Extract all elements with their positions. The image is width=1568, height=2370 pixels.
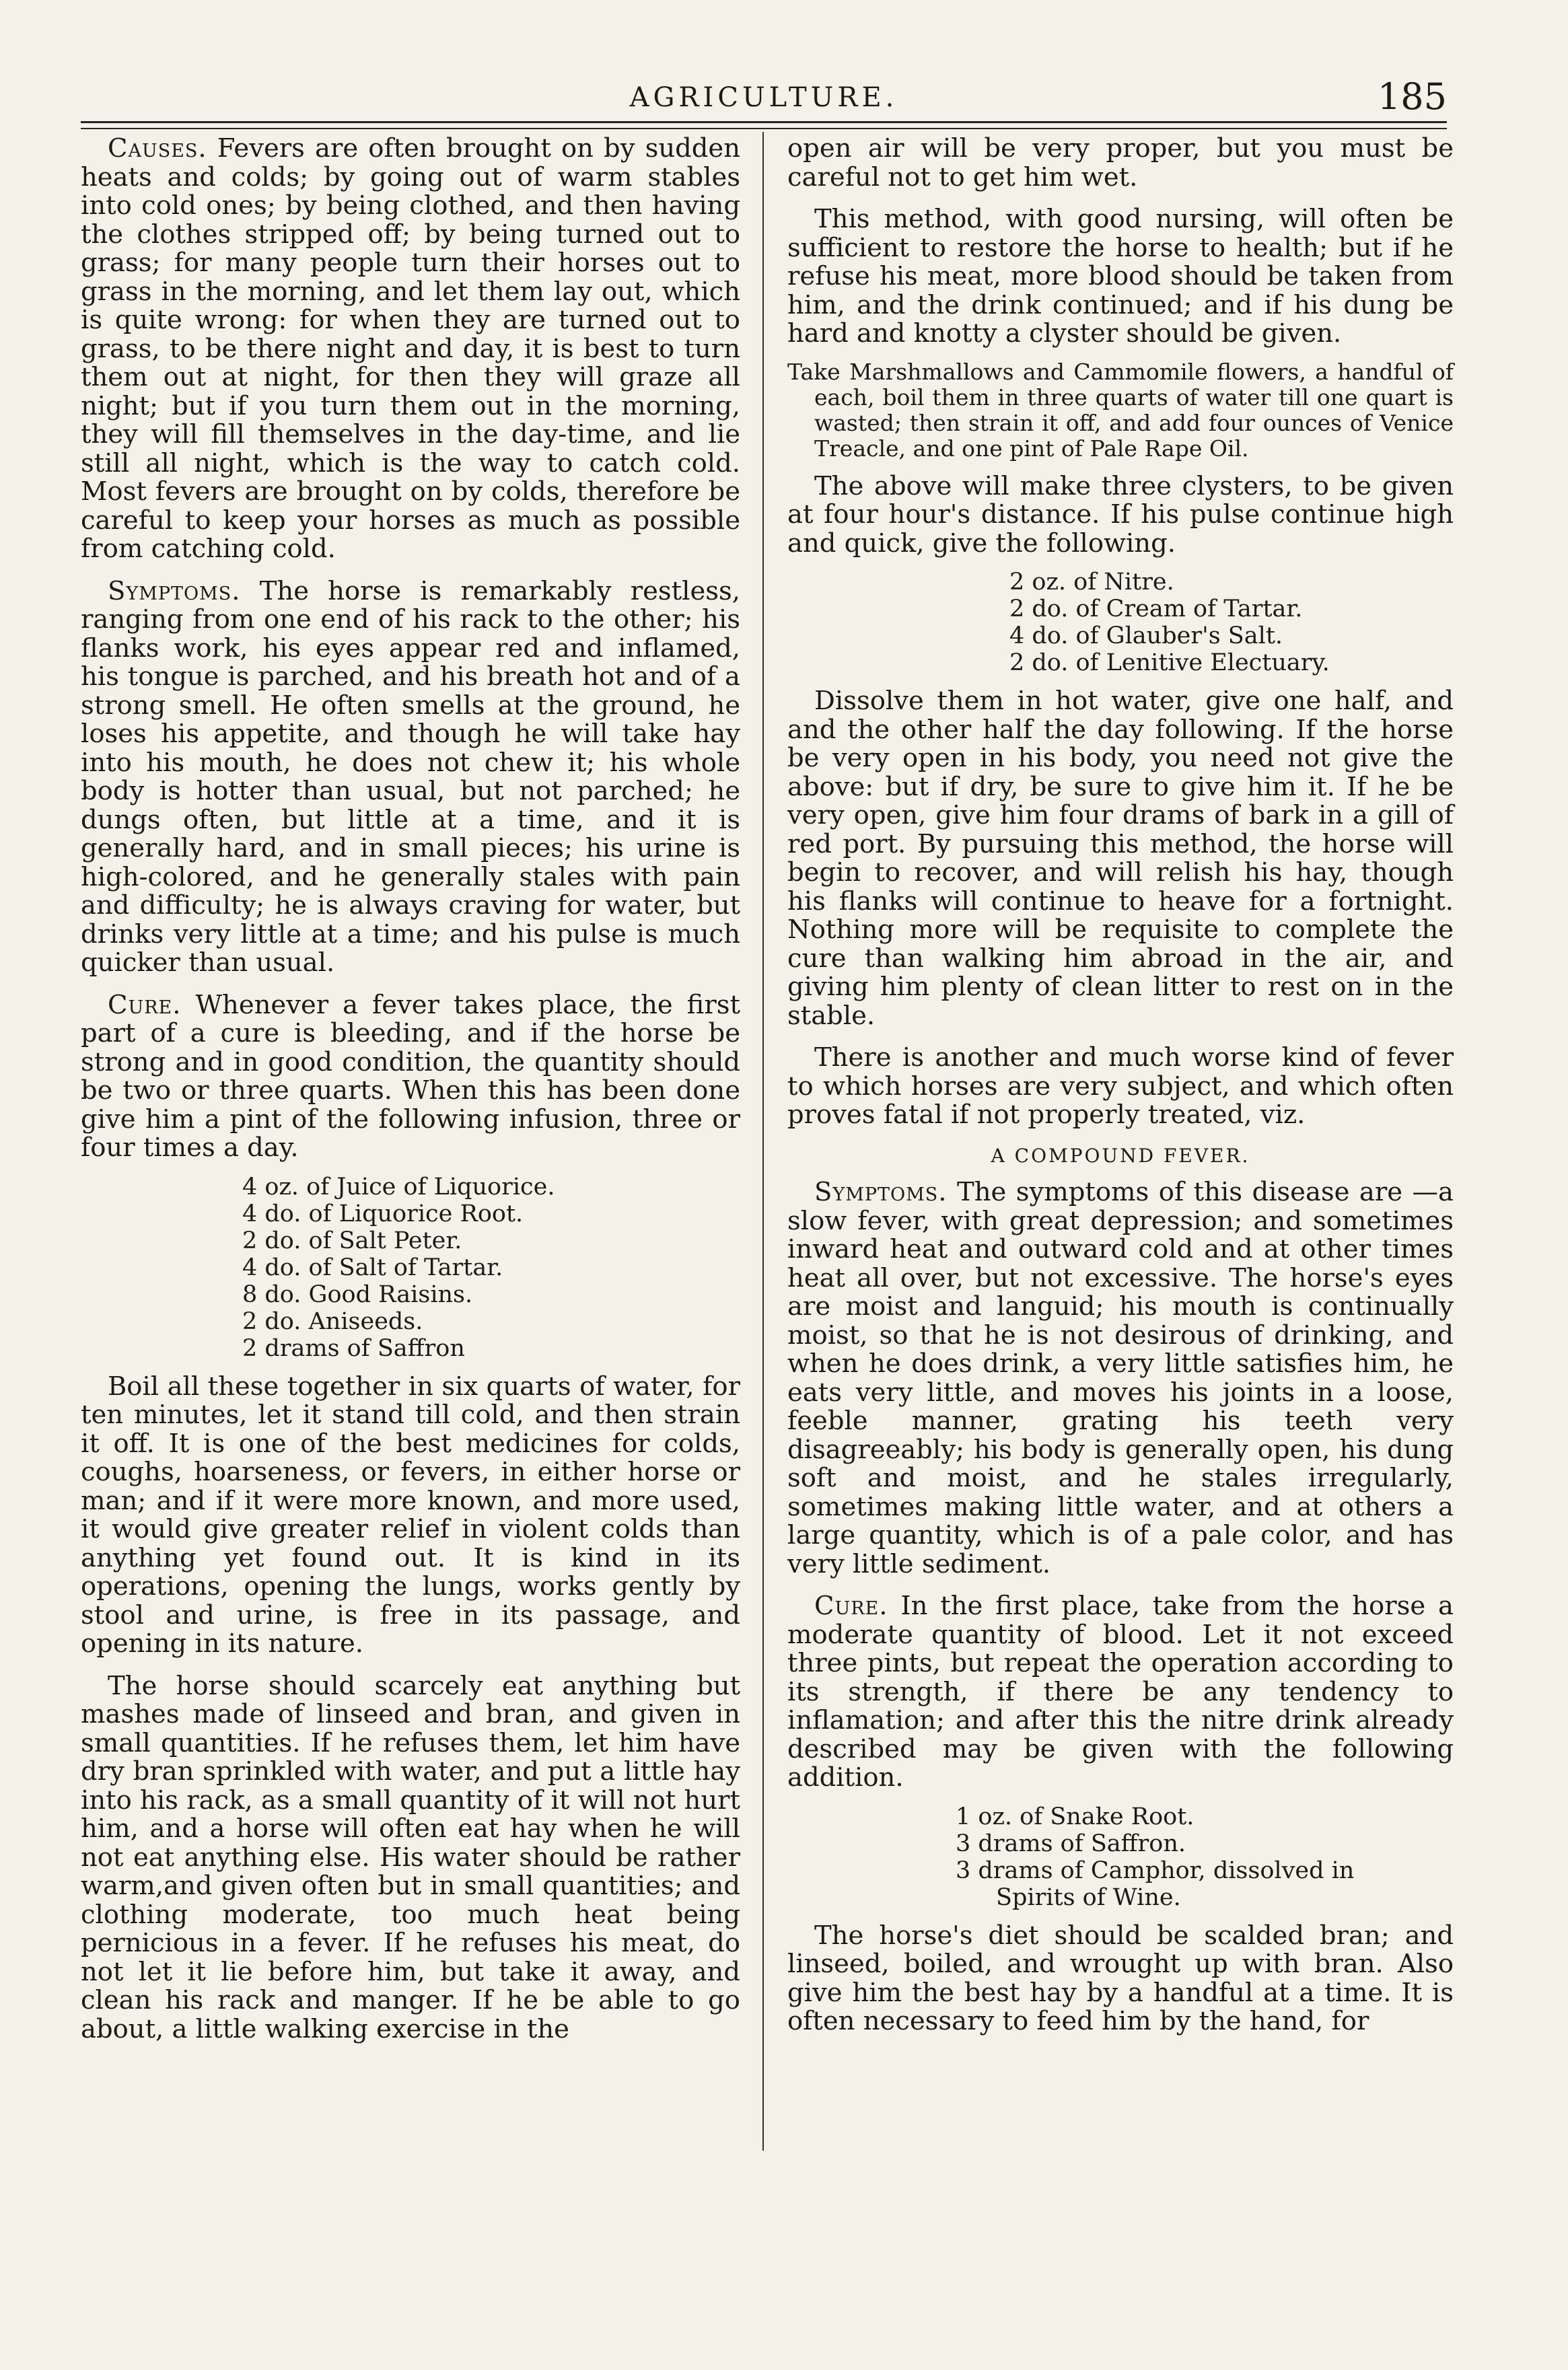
compound-fever-heading: A COMPOUND FEVER.	[991, 1144, 1250, 1167]
infusion-recipe	[81, 1174, 740, 1362]
page-number: 185	[1377, 75, 1447, 118]
cure-paragraph	[81, 991, 740, 1163]
camphor-line: 3 drams of Camphor, dissolved in	[956, 1857, 1355, 1884]
compound-symptoms-text: The symptoms of this disease are —a slow fever, with great depression; and sometimes inward heat and outward cold and at other times heat all over, but not excessive. The horse's eyes are moist and languid; his mouth is continually moist, so that he is not desirous of drinking, and when he does drink, a very little satisfies him, he eats very little, and moves his joints in a loose, feeble manner, grating his teeth very disagreeably; his body is generally open, his dung soft and moist, and he stales irregularly, sometimes making little water, and at others a large quantity, which is of a pale color, and has very little sediment.	[787, 1177, 1454, 1579]
boil-paragraph: Boil all these together in six quarts of water, for ten minutes, let it stand till cold, and then strain it off. It is one of the best medicines for colds, coughs, hoarseness, or fevers, in either horse or man; and if it were more known, and more used, it would give greater relief in violent colds than anything yet found out. It is kind in its operations, opening the lungs, works gently by stool and urine, is free in its passage, and opening in its nature.	[81, 1371, 740, 1659]
recipe-line: 4 do. of Glauber's Salt.	[1009, 622, 1283, 649]
recipe-line: 1 oz. of Snake Root.	[956, 1803, 1195, 1830]
column-divider	[762, 132, 764, 2151]
diet-paragraph: The horse should scarcely eat anything but mashes made of linseed and bran, and given in small quantities. If he refuses them, let him have dry bran sprinkled with water, and put a little hay into his rack, as a small quantity of it will not hurt him, and a horse will often eat hay when he will not eat anything else. His water should be rather warm,and given often but in small quantities; and clothing moderate, too much heat being pernicious in a fever. If he refuses his meat, do not let it lie before him, but take it away, and clean his rack and manger. If he be able to go about, a little walking exercise in the	[81, 1670, 740, 2044]
open-air-paragraph: open air will be very proper, but you must be careful not to get him wet.	[787, 133, 1454, 192]
left-column	[81, 135, 740, 2044]
symptoms-label: Symptoms.	[108, 575, 241, 606]
recipe-line: 4 do. of Liquorice Root.	[242, 1200, 524, 1227]
marshmallows-recipe: Take Marshmallows and Cammomile flowers, a handful of each, boil them in three quarts of water till one quart is wasted; then strain it off, and add four ounces of Venice Treacle, and one pint of Pale Rape Oil.	[787, 358, 1454, 462]
cure-text: Whenever a fever takes place, the first part of a cure is bleeding, and if the horse be strong and in good condition, the quantity should be two or three quarts. When this has been done give him a pint of the following infusion, three or four times a day.	[81, 989, 740, 1163]
recipe-line: 2 do. of Salt Peter.	[242, 1227, 462, 1254]
causes-text: Fevers are often brought on by sudden heats and colds; by going out of warm stables into cold ones; by being clothed, and then having the clothes stripped off; by being turned out to grass; for many people turn their horses out to grass in the morning, and let them lay out, which is quite wrong: for when they are turned out to grass, to be there night and day, it is best to turn them out at night, for then they will graze all night; but if you turn them out in the morning, they will fill themselves in the day-time, and lie still all night, which is the way to catch cold. Most fevers are brought on by colds, therefore be careful to keep your horses as much as possible from catching cold.	[81, 133, 740, 564]
dissolve-paragraph: Dissolve them in hot water, give one half, and and the other half the day following. If the horse be very open in his body, you need not give the above: but if dry, be sure to give him it. If he be very open, give him four drams of bark in a gill of red port. By pursuing this method, the horse will begin to recover, and will relish his hay, though his flanks will continue to heave for a fortnight. Nothing more will be requisite to complete the cure than walking him abroad in the air, and giving him plenty of clean litter to rest on in the stable.	[787, 686, 1454, 1031]
method-paragraph: This method, with good nursing, will often be sufficient to restore the horse to health; but if he refuse his meat, more blood should be taken from him, and the drink continued; and if his dung be hard and knotty a clyster should be given.	[787, 204, 1454, 349]
compound-cure-label: Cure.	[814, 1591, 888, 1621]
symptoms-text: The horse is remarkably restless, ranging from one end of his rack to the other; his flanks work, his eyes appear red and inflamed, his tongue is parched, and his breath hot and of a strong smell. He often smells at the ground, he loses his appetite, and though he will take hay into his mouth, he does not chew it; his whole body is hotter than usual, but not parched; he dungs often, but little at a time, and it is generally hard, and in small pieces; his urine is high-colored, and he generally stales with pain and difficulty; he is always craving for water, but drinks very little at a time; and his pulse is much quicker than usual.	[81, 575, 740, 978]
recipe-line: 2 do. Aniseeds.	[242, 1307, 423, 1335]
recipe-line: 2 do. of Lenitive Electuary.	[1009, 649, 1330, 676]
snake-root-recipe	[787, 1803, 1454, 1911]
compound-cure-paragraph	[787, 1592, 1454, 1793]
header-rule	[81, 121, 1447, 123]
causes-paragraph	[81, 135, 740, 564]
right-column	[787, 135, 1454, 2036]
recipe-line: 2 oz. of Nitre.	[1009, 569, 1174, 596]
running-title: AGRICULTURE.	[629, 82, 898, 113]
recipe-line: 4 oz. of Juice of Liquorice.	[242, 1173, 555, 1200]
header-rule-thin	[81, 128, 1447, 129]
causes-label: Causes.	[108, 133, 207, 164]
running-header	[81, 74, 1447, 128]
recipe-line: 8 do. Good Raisins.	[242, 1281, 473, 1308]
recipe-line: 2 drams of Saffron	[242, 1334, 465, 1362]
compound-symptoms-paragraph	[787, 1178, 1454, 1579]
compound-symptoms-label: Symptoms.	[814, 1177, 948, 1207]
recipe-line	[956, 1857, 1454, 1911]
recipe-line: 4 do. of Salt of Tartar.	[242, 1254, 503, 1281]
recipe-line: 3 drams of Saffron.	[956, 1830, 1186, 1857]
camphor-line-cont: Spirits of Wine.	[996, 1883, 1181, 1911]
another-fever-paragraph: There is another and much worse kind of fever to which horses are very subject, and which often proves fatal if not properly treated, viz.	[787, 1042, 1454, 1130]
cure-label: Cure.	[108, 989, 182, 1020]
compound-cure-text: In the first place, take from the horse a moderate quantity of blood. Let it not exceed three pints, but repeat the operation according to its strength, if there be any tendency to inflamation; and after this the nitre drink already described may be given with the following addition.	[787, 1591, 1454, 1793]
compound-diet-paragraph: The horse's diet should be scalded bran; and linseed, boiled, and wrought up with bran. Also give him the best hay by a handful at a time. It is often necessary to feed him by the hand, for	[787, 1920, 1454, 2036]
nitre-recipe	[787, 569, 1454, 676]
symptoms-paragraph	[81, 577, 740, 978]
clysters-paragraph: The above will make three clysters, to be given at four hour's distance. If his pulse continue high and quick, give the following.	[787, 470, 1454, 559]
recipe-line: 2 do. of Cream of Tartar.	[1009, 596, 1303, 622]
